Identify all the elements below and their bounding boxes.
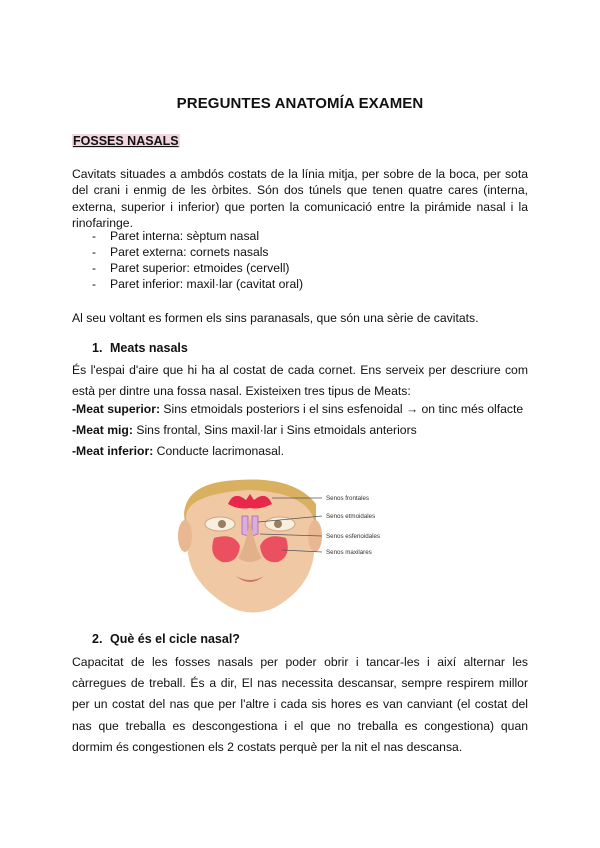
walls-list	[92, 228, 303, 292]
left-pupil	[218, 520, 226, 528]
label-ethmoidal: Senos etmoidales	[326, 513, 376, 520]
page-title: PREGUNTES ANATOMÍA EXAMEN	[176, 95, 424, 112]
list-item: - Paret inferior: maxil·lar (cavitat oral)	[92, 277, 304, 291]
intro-paragraph: Cavitats situades a ambdós costats de la línia mitja, per sobre de la boca, per sota del crani i enmig de les òrbites. Són dos túnels que tenen quatre cares (interna, externa, superior i inferior) que porten la comunicació entre la pirámide nasal i la rinofaringe.	[72, 167, 528, 230]
meats-heading: 1. Meats nasals	[92, 341, 188, 355]
sinus-paragraph: Al seu voltant es formen els sins paranasals, que són una sèrie de cavitats.	[72, 311, 479, 325]
sinus-illustration	[176, 476, 426, 616]
meat-mig: -Meat mig: Sins frontal, Sins maxil·lar i Sins etmoidals anteriors	[72, 423, 417, 437]
meats-paragraph: És l'espai d'aire que hi ha al costat de cada cornet. Ens serveix per descriure com està per dintre una fossa nasal. Existeixen tres tipus de Meats:	[72, 363, 528, 398]
section-heading: FOSSES NASALS	[73, 134, 179, 148]
ethmoidal-sinus	[242, 516, 248, 536]
right-pupil	[274, 520, 282, 528]
label-sphenoidal: Senos esfenoidales	[326, 533, 381, 540]
cycle-paragraph: Capacitat de les fosses nasals per poder obrir i tancar-les i així alternar les càrregues de treball. És a dir, El nas necessita descansar, sempre respirem millor per un costat del nas que per l'altre i cada sis hores es van canviant (el costat del nas que treballa es descongestiona i el que no treballa es congestiona) quan dormim és congestionen els 2 costats perquè per la nit el nas descansa.	[72, 655, 528, 754]
list-item: - Paret superior: etmoides (cervell)	[92, 261, 290, 275]
meat-superior: -Meat superior: Sins etmoidals posteriors i el sins esfenoidal → on tinc més olfacte	[72, 402, 524, 416]
label-frontal: Senos frontales	[326, 495, 369, 502]
list-item: - Paret externa: cornets nasals	[92, 245, 269, 259]
meat-inferior: -Meat inferior: Conducte lacrimonasal.	[72, 444, 285, 458]
cycle-heading: 2. Què és el cicle nasal?	[92, 632, 240, 646]
left-ear	[178, 520, 192, 552]
ethmoidal-sinus-right	[252, 516, 258, 536]
label-maxillary: Senos maxilares	[326, 549, 372, 556]
list-item: - Paret interna: sèptum nasal	[92, 229, 260, 243]
